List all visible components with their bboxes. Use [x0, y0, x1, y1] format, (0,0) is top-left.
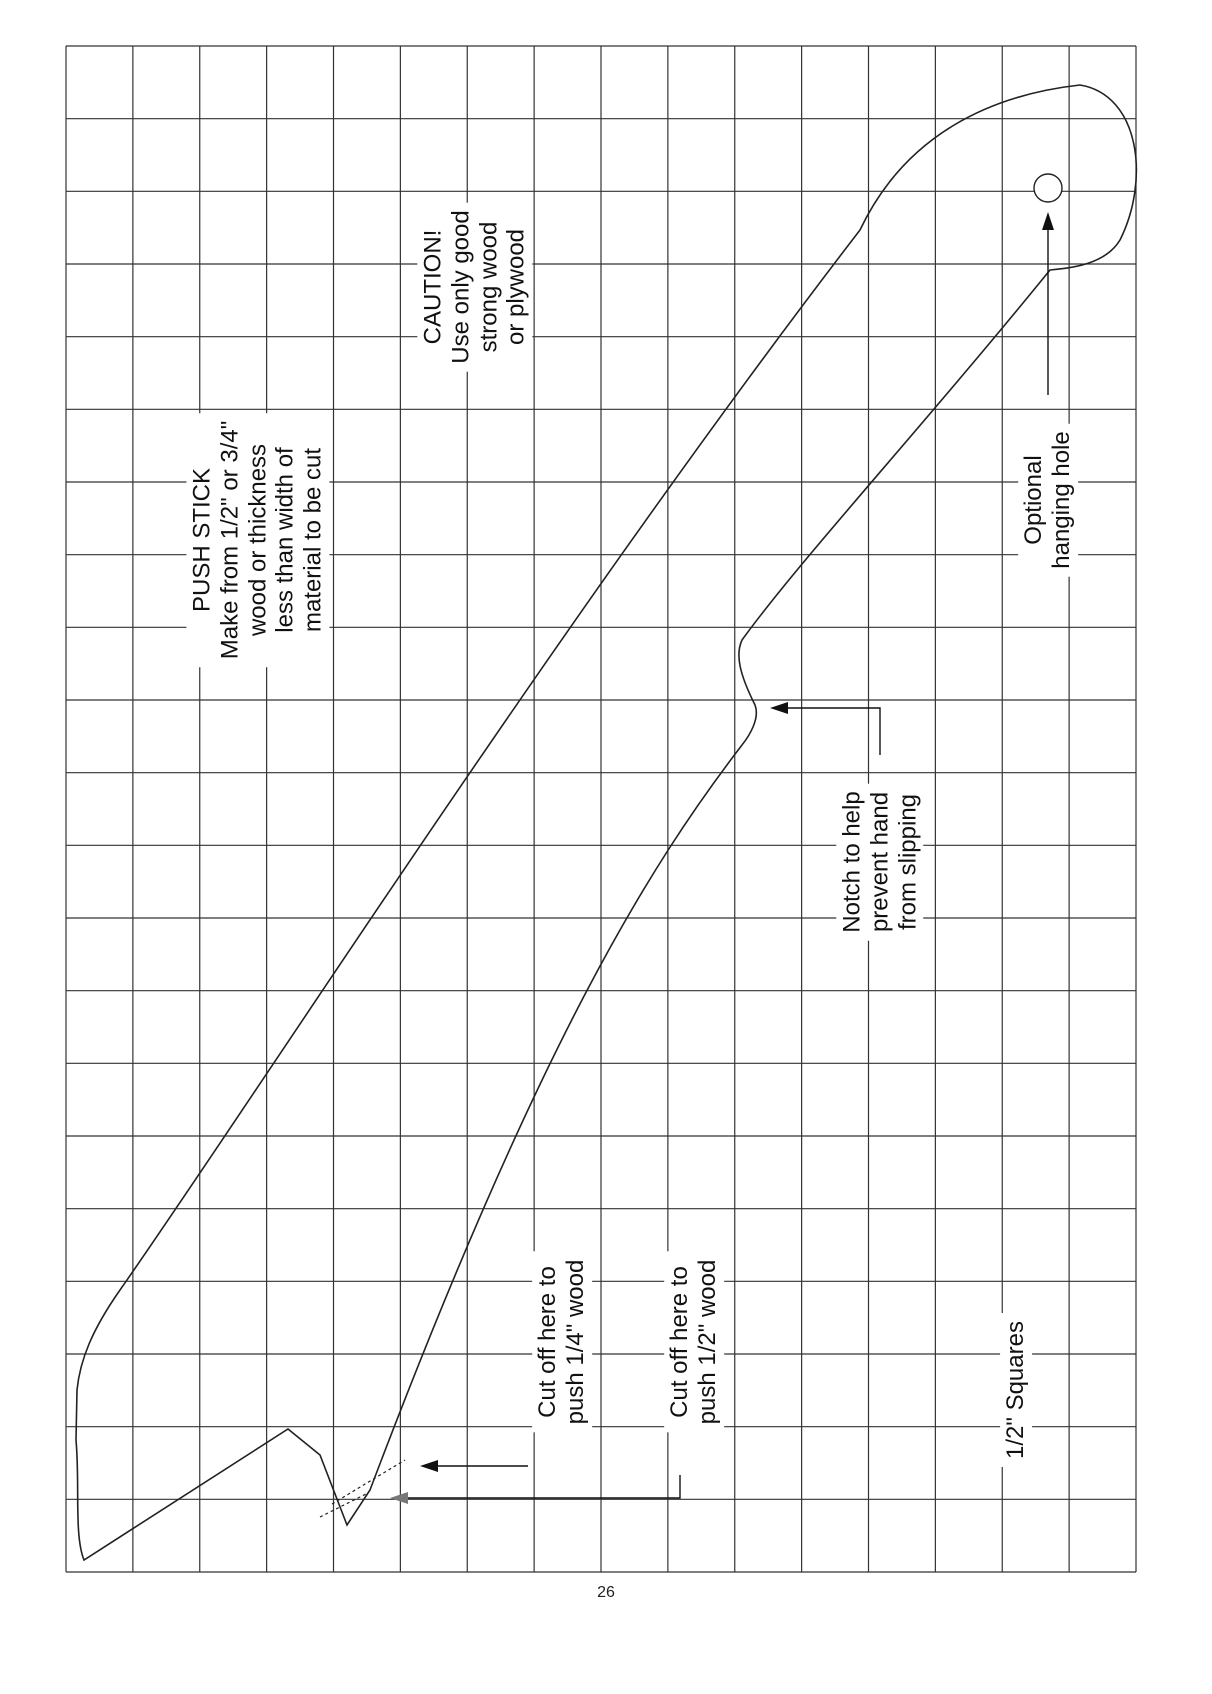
push-stick-title: PUSH STICK — [188, 467, 216, 613]
hanging-hole — [1034, 174, 1062, 202]
caution-line-1: Use only good — [447, 210, 475, 364]
caution-title: CAUTION! — [419, 229, 447, 345]
page-number: 26 — [597, 1584, 615, 1601]
scale-label: 1/2" Squares — [1000, 1313, 1032, 1467]
cut-half-line-1: Cut off here to — [666, 1266, 694, 1418]
notch-label — [836, 783, 923, 940]
hanging-hole-label — [1018, 423, 1078, 576]
notch-line-1: Notch to help — [838, 791, 866, 933]
caution-line-3: or plywood — [502, 228, 530, 346]
push-stick-outline — [76, 85, 1136, 1560]
hanging-hole-line-1: Optional — [1020, 455, 1048, 545]
cut-quarter-line-1: Cut off here to — [534, 1266, 562, 1418]
push-stick-title-block — [186, 413, 329, 667]
caution-line-2: strong wood — [475, 221, 502, 353]
hanging-hole-line-2: hanging hole — [1048, 431, 1075, 569]
push-stick-line-4: material to be cut — [299, 447, 327, 633]
cut-quarter-label — [532, 1252, 592, 1433]
hanging-hole-arrow — [1042, 212, 1054, 395]
cut-quarter-line-2: push 1/4" wood — [562, 1259, 589, 1425]
cut-quarter-arrow — [420, 1460, 528, 1472]
cut-half-line-2: push 1/2" wood — [694, 1259, 721, 1425]
push-stick-line-2: wood or thickness — [244, 443, 272, 637]
notch-line-2: prevent hand — [866, 791, 894, 933]
push-stick-line-1: Make from 1/2" or 3/4" — [216, 420, 244, 660]
cut-half-label — [664, 1252, 724, 1433]
push-stick-line-3: less than width of — [271, 447, 299, 633]
notch-arrow — [770, 702, 880, 755]
grid-lines — [66, 46, 1136, 1572]
caution-block — [417, 202, 532, 371]
notch-line-3: from slipping — [893, 793, 921, 931]
